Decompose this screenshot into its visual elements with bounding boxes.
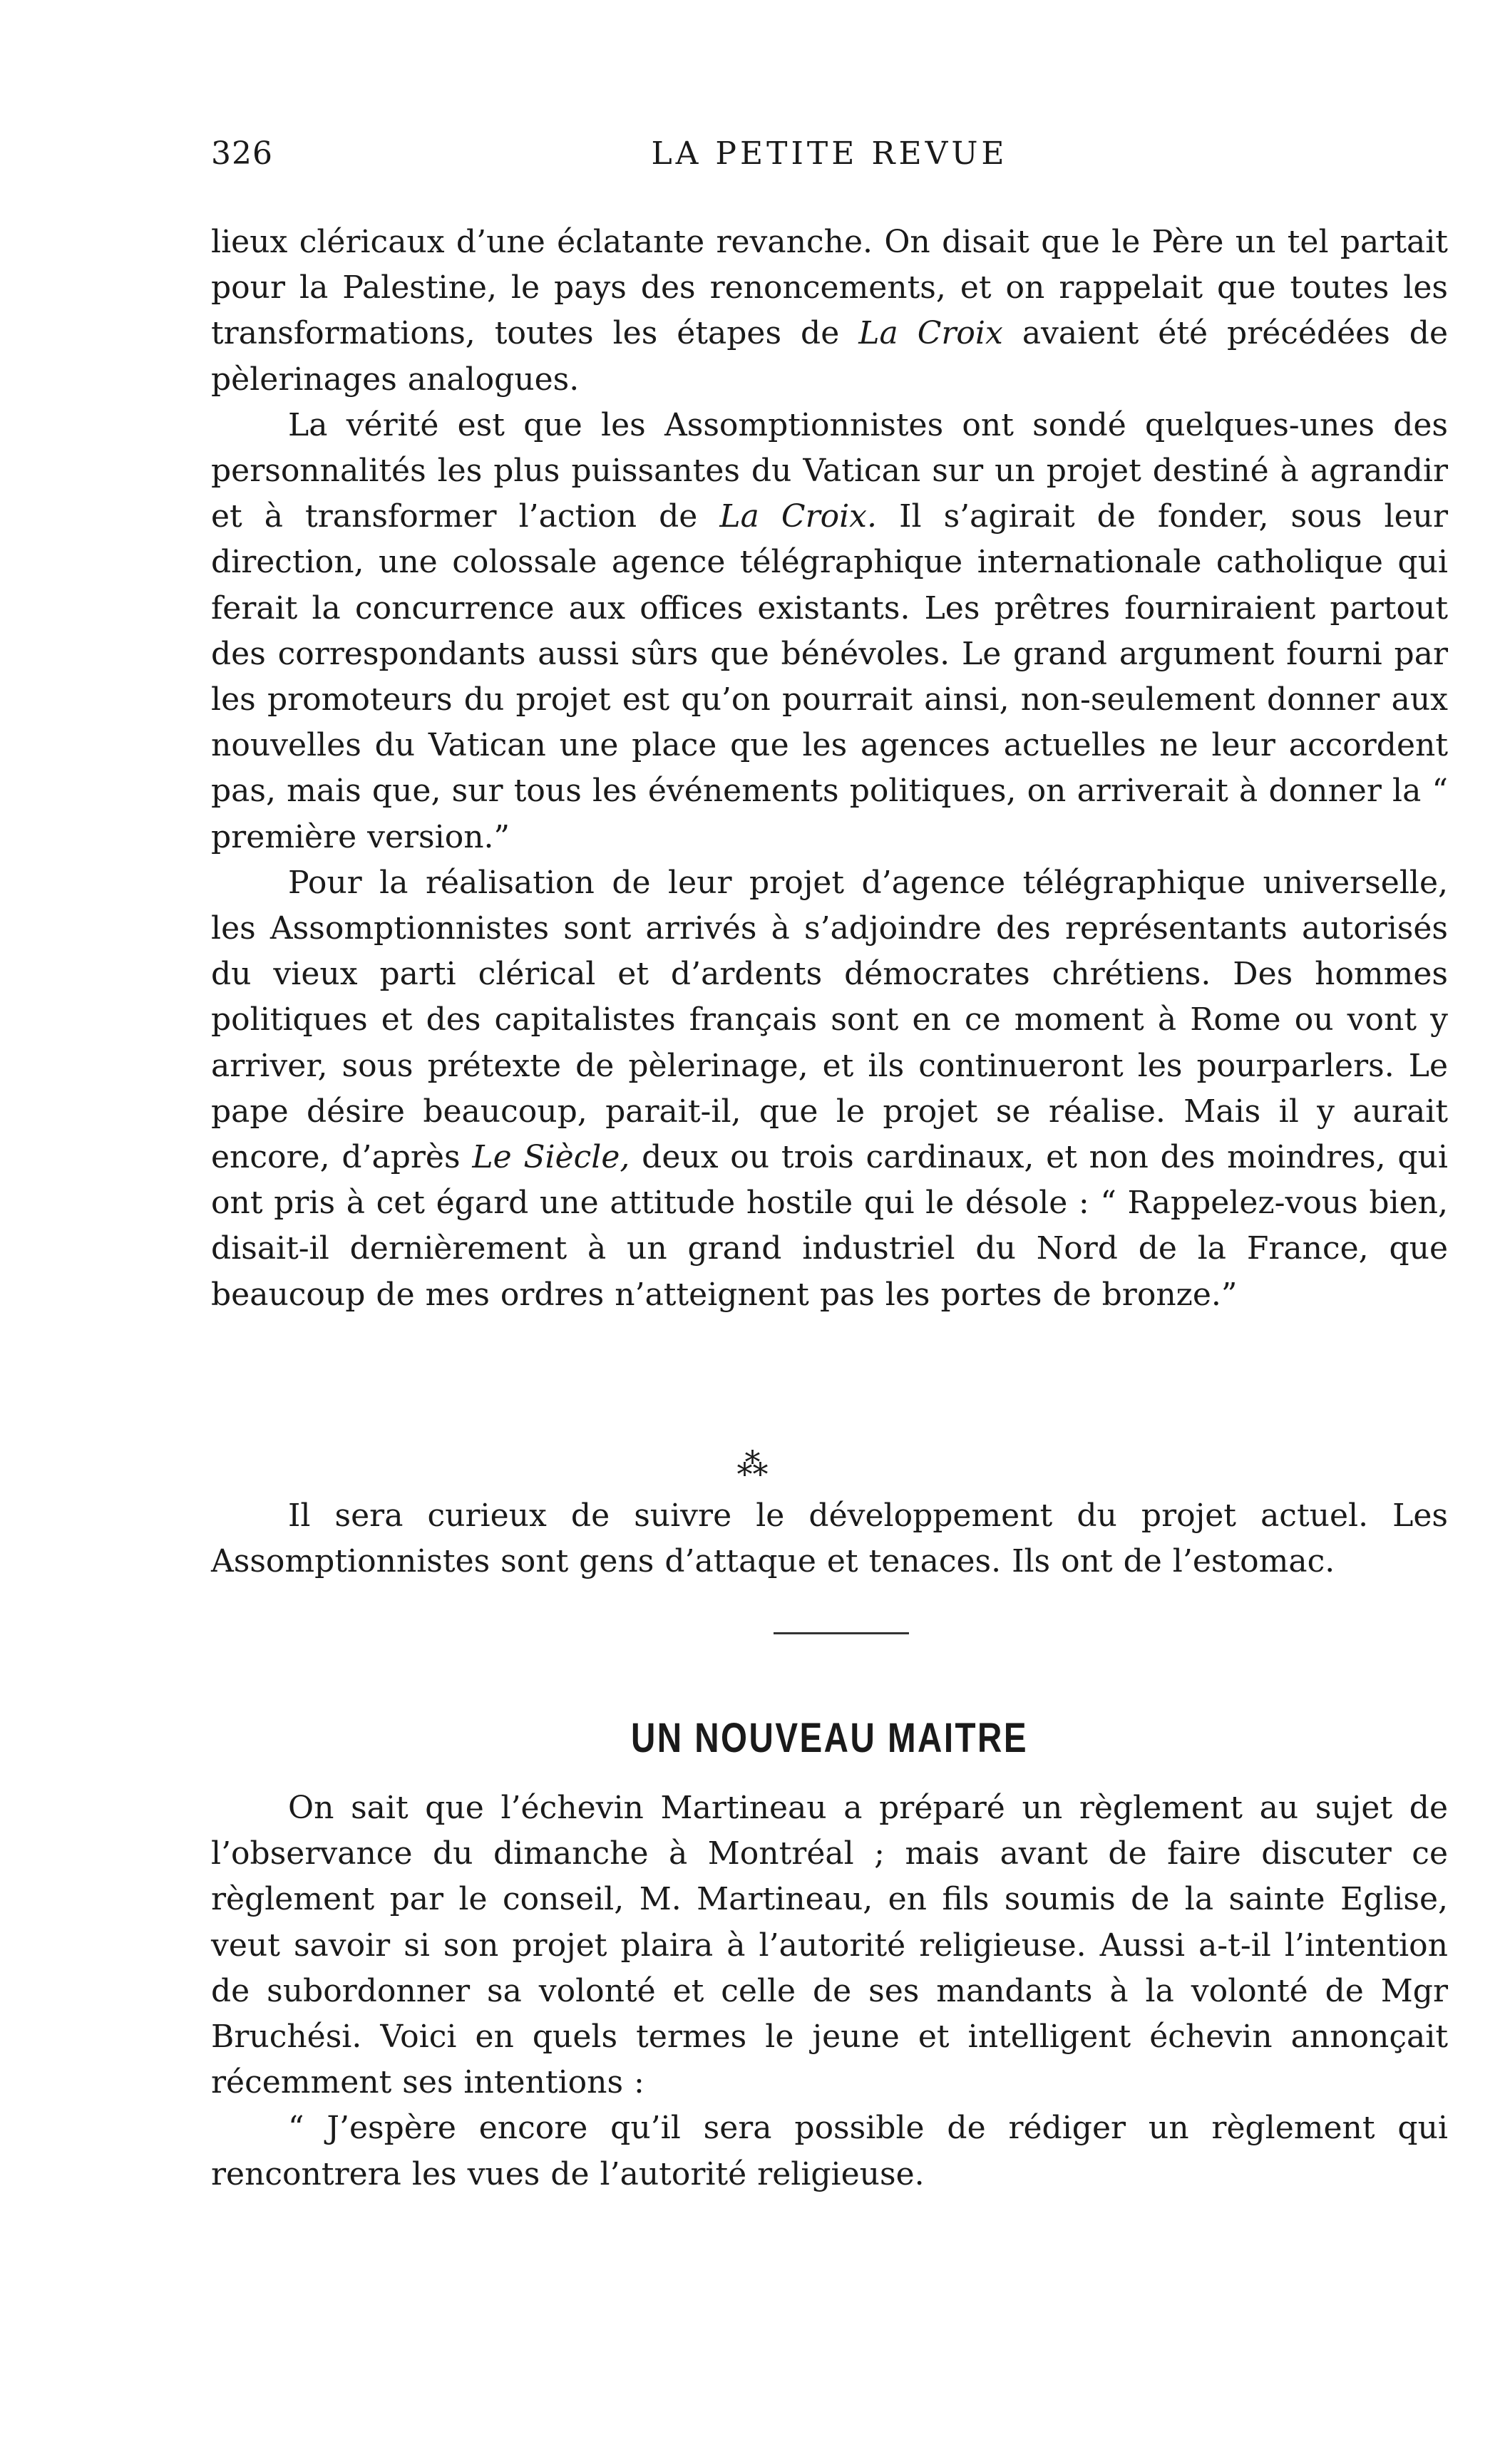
asterism-divider [0,1447,1505,1483]
running-title: LA PETITE REVUE [651,135,1008,172]
text-run: lieux cléricaux d’une éclatante revanche. On disait que le Père un tel partait pour la Palestine, le pays des renoncements, et on rappelait que toutes les transformations, toutes les étapes de [211,224,1448,352]
text-run: deux ou trois cardinaux, et non des moindres, qui ont pris à cet égard une attitude hostile qui le désole : “ Rappelez-vous bien, disait-il dernièrement à un grand industriel du Nord de la France, que beaucoup de mes ordres n’atteignent pas les portes de bronze.” [211,1139,1448,1313]
paragraph [211,860,1448,1318]
asterism-glyph: ⁂ [736,1447,769,1483]
article-body-closing [211,1493,1448,1584]
paragraph: On sait que l’échevin Martineau a préparé un règlement au sujet de l’observance du dimanche à Montréal ; mais avant de faire discuter ce règlement par le conseil, M. Martineau, en fils soumis de la sainte Eglise, veut savoir si son projet plaira à l’autorité religieuse. Aussi a-t-il l’intention de subordonner sa volonté et celle de ses mandants à la volonté de Mgr Bruchési. Voici en quels termes le jeune et intelligent échevin annonçait récemment ses intentions : [211,1790,1448,2101]
section-body [211,1785,1448,2197]
journal-title-la-croix: La Croix. [719,498,877,535]
paragraph-continuation [211,220,1448,403]
page-header [211,135,1448,185]
quoted-paragraph: “ J’espère encore qu’il sera possible de rédiger un règlement qui rencontrera les vues de l’autorité religieuse. [211,2110,1448,2192]
text-run: Pour la réalisation de leur projet d’agence télégraphique universelle, les Assomptionnistes sont arrivés à s’adjoindre des représentants autorisés du vieux parti clérical et d’ardents démocrates chrétiens. Des hommes politiques et des capitalistes français sont en ce moment à Rome ou vont y arriver, sous prétexte de pèlerinage, et ils continueront les pourparlers. Le pape désire beaucoup, parait-il, que le projet se réalise. Mais il y aurait encore, d’après [211,864,1448,1176]
text-run: avaient été précédées de pèlerinages analogues. [211,315,1449,398]
text-run: La vérité est que les Assomptionnistes ont sondé quelques-unes des personnalités les plus puissantes du Vatican sur un projet destiné à agrandir et à transformer l’action de [211,406,1448,535]
paragraph: Il sera curieux de suivre le développement du projet actuel. Les Assomptionnistes sont gens d’attaque et tenaces. Ils ont de l’estomac. [211,1498,1448,1580]
journal-title-le-siecle: Le Siècle, [472,1139,630,1176]
section-rule [774,1632,909,1634]
paragraph [211,403,1448,860]
journal-title-la-croix: La Croix [858,315,1003,352]
page-number: 326 [211,135,273,172]
section-heading: UN NOUVEAU MAITRE [630,1715,1029,1761]
text-run: Il s’agirait de fonder, sous leur direction, une colossale agence télégraphique internationale catholique qui ferait la concurrence aux offices existants. Les prêtres fourniraient partout des correspondants aussi sûrs que bénévoles. Le grand argument fourni par les promoteurs du projet est qu’on pourrait ainsi, non-seulement donner aux nouvelles du Vatican une place que les agences actuelles ne leur accordent pas, mais que, sur tous les événements politiques, on arriverait à donner la “ première version.” [211,498,1449,855]
article-body-top [211,220,1448,1318]
